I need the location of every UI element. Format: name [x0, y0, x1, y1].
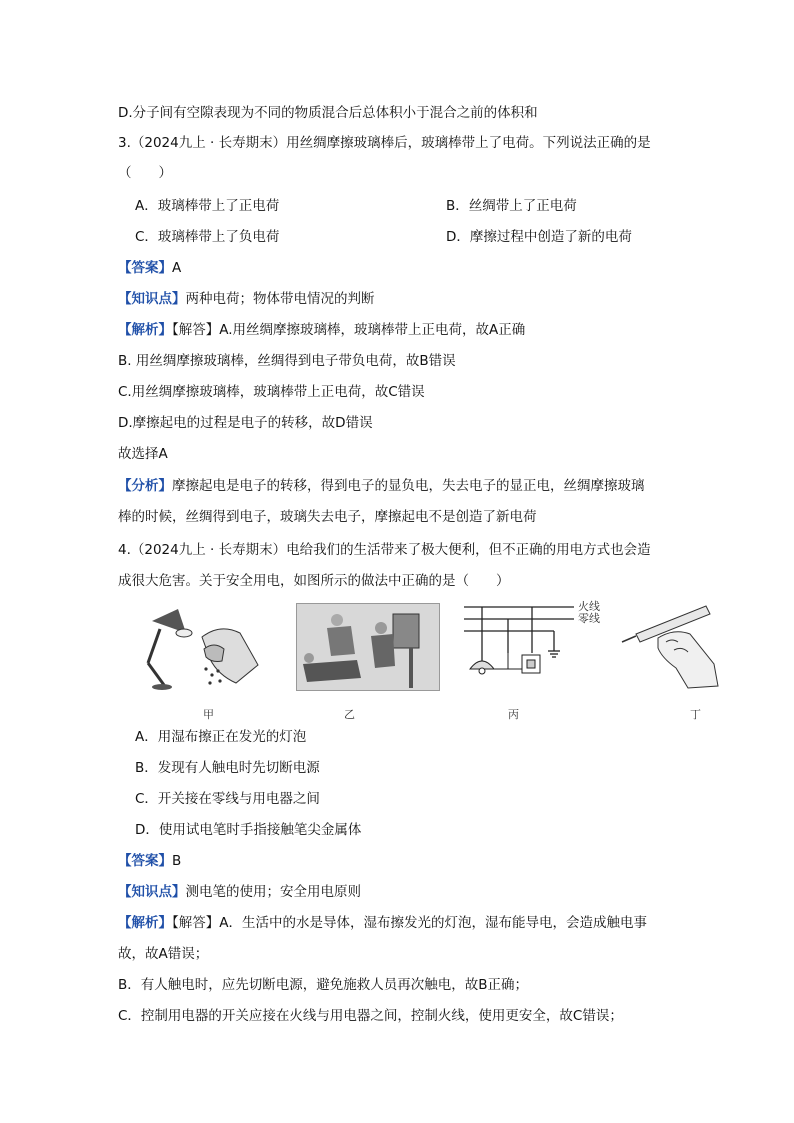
q3-option-b: B．丝绸带上了正电荷	[446, 198, 577, 214]
q3-fenxi	[118, 476, 645, 496]
answer-value: A	[172, 260, 182, 276]
lamp-wet-cloth-illustration	[140, 603, 270, 693]
figure-ding	[614, 598, 726, 690]
q4-stem-line2: 成很大危害。关于安全用电，如图所示的做法中正确的是（ ）	[118, 573, 510, 589]
caption-ding: 丁	[690, 708, 701, 721]
analysis-text: 【解答】A．生活中的水是导体，湿布擦发光的灯泡，湿布能导电，会造成触电事	[172, 915, 647, 931]
answer-tag: 【答案】	[118, 260, 172, 276]
knowledge-text: 测电笔的使用；安全用电原则	[185, 884, 361, 900]
figure-yi	[296, 603, 440, 691]
analysis-tag: 【解析】	[118, 915, 172, 931]
q3-stem-blank: （ ）	[118, 165, 172, 181]
answer-value: B	[172, 853, 182, 869]
fenxi-tag: 【分析】	[118, 478, 172, 494]
answer-tag: 【答案】	[118, 853, 172, 869]
rescue-scene-illustration	[297, 604, 439, 690]
q4-answer	[118, 851, 181, 871]
caption-jia: 甲	[203, 708, 214, 721]
q4-analysis-line: C．控制用电器的开关应接在火线与用电器之间，控制火线，使用更安全，故C错误；	[118, 1008, 623, 1024]
q3-knowledge-point	[118, 289, 375, 309]
live-wire-label: 火线	[578, 600, 600, 613]
q4-option-d: D．使用试电笔时手指接触笔尖金属体	[135, 822, 362, 838]
caption-yi: 乙	[344, 708, 355, 721]
prev-option-d: D.分子间有空隙表现为不同的物质混合后总体积小于混合之前的体积和	[118, 105, 538, 121]
test-pen-hand-illustration	[614, 598, 726, 690]
fenxi-text: 摩擦起电是电子的转移，得到电子的显负电，失去电子的显正电，丝绸摩擦玻璃	[172, 478, 645, 494]
q3-option-c: C．玻璃棒带上了负电荷	[135, 229, 280, 245]
q4-analysis	[118, 913, 647, 933]
knowledge-tag: 【知识点】	[118, 291, 186, 307]
q4-option-a: A．用湿布擦正在发光的灯泡	[135, 729, 307, 745]
q3-answer	[118, 258, 181, 278]
q3-analysis-line: B. 用丝绸摩擦玻璃棒，丝绸得到电子带负电荷，故B错误	[118, 353, 456, 369]
q3-analysis-line: C.用丝绸摩擦玻璃棒，玻璃棒带上正电荷，故C错误	[118, 384, 425, 400]
q4-analysis-line: 故，故A错误；	[118, 946, 209, 962]
analysis-tag: 【解析】	[118, 322, 172, 338]
neutral-wire-label: 零线	[578, 612, 600, 625]
q3-option-a: A．玻璃棒带上了正电荷	[135, 198, 280, 214]
q3-analysis-line: D.摩擦起电的过程是电子的转移，故D错误	[118, 415, 373, 431]
knowledge-tag: 【知识点】	[118, 884, 186, 900]
figure-jia	[140, 603, 270, 693]
q4-option-c: C．开关接在零线与用电器之间	[135, 791, 320, 807]
q3-analysis-line: 故选择A	[118, 446, 168, 462]
q4-analysis-line: B．有人触电时，应先切断电源，避免施救人员再次触电，故B正确；	[118, 977, 529, 993]
q4-knowledge-point	[118, 882, 361, 902]
q3-stem: 3.（2024九上 · 长寿期末）用丝绸摩擦玻璃棒后，玻璃棒带上了电荷。下列说法正确的是	[118, 135, 651, 151]
q3-option-d: D．摩擦过程中创造了新的电荷	[446, 229, 632, 245]
analysis-text: 【解答】A.用丝绸摩擦玻璃棒，玻璃棒带上正电荷，故A正确	[172, 322, 526, 338]
q4-stem: 4.（2024九上 · 长寿期末）电给我们的生活带来了极大便利，但不正确的用电方式也会造	[118, 542, 651, 558]
q3-analysis	[118, 320, 525, 340]
caption-bing: 丙	[508, 708, 519, 721]
q3-fenxi-line: 棒的时候，丝绸得到电子，玻璃失去电子，摩擦起电不是创造了新电荷	[118, 509, 537, 525]
q4-option-b: B．发现有人触电时先切断电源	[135, 760, 320, 776]
knowledge-text: 两种电荷；物体带电情况的判断	[185, 291, 375, 307]
